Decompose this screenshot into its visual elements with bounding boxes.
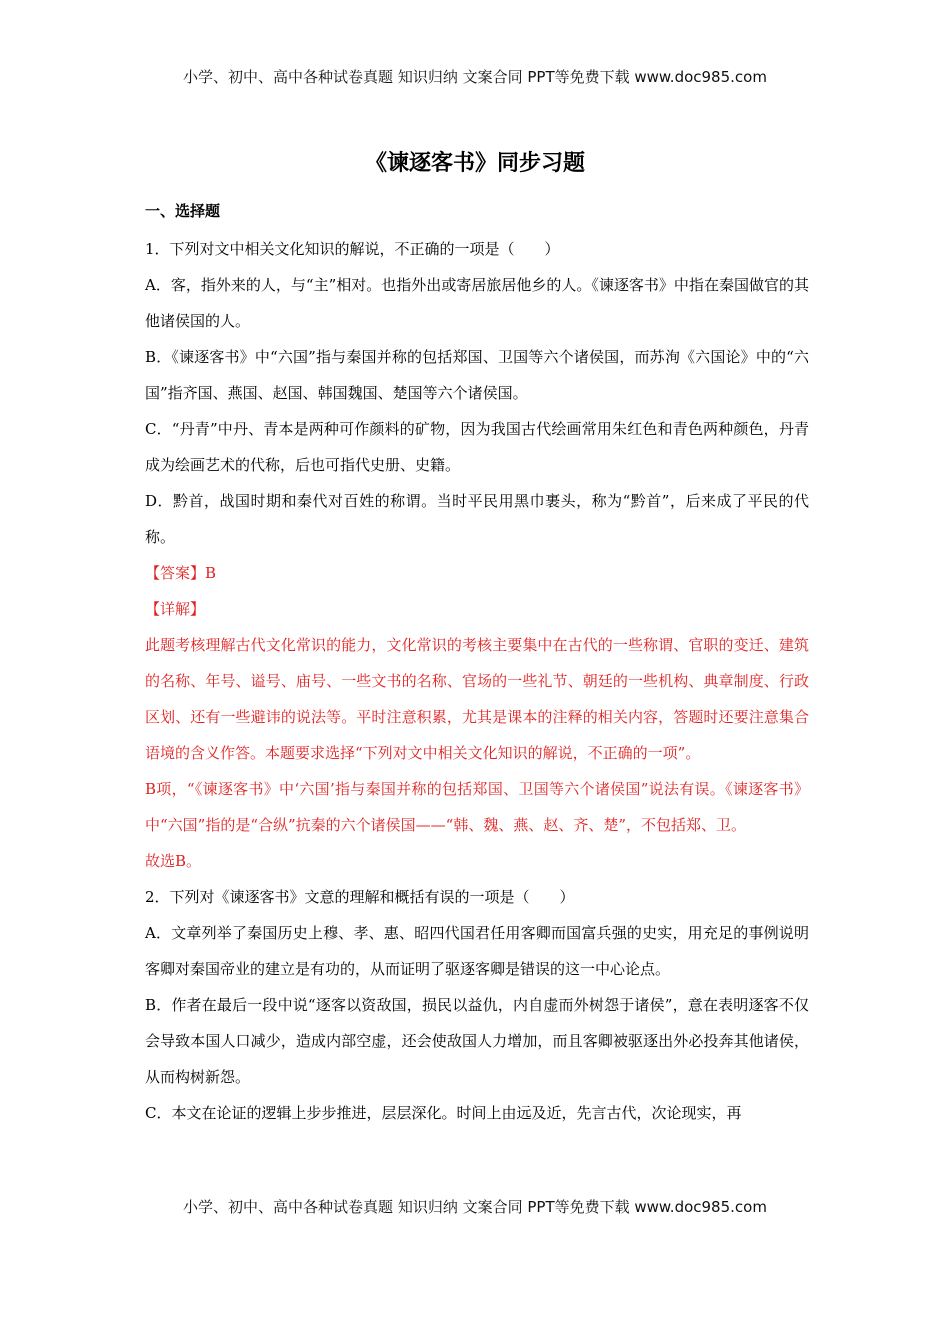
q1-option-c: C．“丹青”中丹、青本是两种可作颜料的矿物，因为我国古代绘画常用朱红色和青色两种颜色，丹青成为绘画艺术的代称，后也可指代史册、史籍。 [145, 420, 809, 474]
q1-option-a: A．客，指外来的人，与“主”相对。也指外出或寄居旅居他乡的人。《谏逐客书》中指在秦国做官的其他诸侯国的人。 [145, 276, 809, 330]
page-header: 小学、初中、高中各种试卷真题 知识归纳 文案合同 PPT等免费下载 www.doc985.com [183, 68, 767, 86]
q1-option-d: D．黔首，战国时期和秦代对百姓的称谓。当时平民用黑巾裹头，称为“黔首”，后来成了平民的代称。 [145, 492, 809, 546]
q1-detail-paragraph-2: B项，“《谏逐客书》中‘六国’指与秦国并称的包括郑国、卫国等六个诸侯国”说法有误。《谏逐客书》中“六国”指的是“合纵”抗秦的六个诸侯国——“韩、魏、燕、赵、齐、楚”，不包括郑、卫。 [145, 780, 809, 834]
q1-conclusion: 故选B。 [145, 852, 202, 870]
q1-option-b: B．《谏逐客书》中“六国”指与秦国并称的包括郑国、卫国等六个诸侯国，而苏洵《六国论》中的“六国”指齐国、燕国、赵国、韩国魏国、楚国等六个诸侯国。 [145, 348, 809, 402]
q2-stem: 2．下列对《谏逐客书》文意的理解和概括有误的一项是（ ） [145, 888, 575, 906]
q1-stem: 1．下列对文中相关文化知识的解说，不正确的一项是（ ） [145, 240, 560, 258]
q1-answer: 【答案】B [145, 564, 217, 582]
document-title: 《谏逐客书》同步习题 [364, 151, 585, 176]
section-heading: 一、选择题 [145, 202, 221, 220]
q1-detail-label: 【详解】 [145, 600, 206, 618]
q2-option-c: C．本文在论证的逻辑上步步推进，层层深化。时间上由远及近，先言古代，次论现实，再 [145, 1104, 742, 1122]
q1-detail-paragraph-1: 此题考核理解古代文化常识的能力，文化常识的考核主要集中在古代的一些称谓、官职的变迁、建筑的名称、年号、谥号、庙号、一些文书的名称、官场的一些礼节、朝廷的一些机构、典章制度、行政区划、还有一些避讳的说法等。平时注意积累，尤其是课本的注释的相关内容，答题时还要注意集合语境的含义作答。本题要求选择“下列对文中相关文化知识的解说，不正确的一项”。 [145, 636, 809, 762]
q2-option-b: B．作者在最后一段中说“逐客以资敌国，损民以益仇，内自虚而外树怨于诸侯”，意在表明逐客不仅会导致本国人口减少，造成内部空虚，还会使敌国人力增加，而且客卿被驱逐出外必投奔其他诸侯，从而构树新怨。 [145, 996, 809, 1086]
page-footer: 小学、初中、高中各种试卷真题 知识归纳 文案合同 PPT等免费下载 www.doc985.com [183, 1198, 767, 1216]
q2-option-a: A．文章列举了秦国历史上穆、孝、惠、昭四代国君任用客卿而国富兵强的史实，用充足的事例说明客卿对秦国帝业的建立是有功的，从而证明了驱逐客卿是错误的这一中心论点。 [145, 924, 809, 978]
document-body [145, 200, 809, 1131]
